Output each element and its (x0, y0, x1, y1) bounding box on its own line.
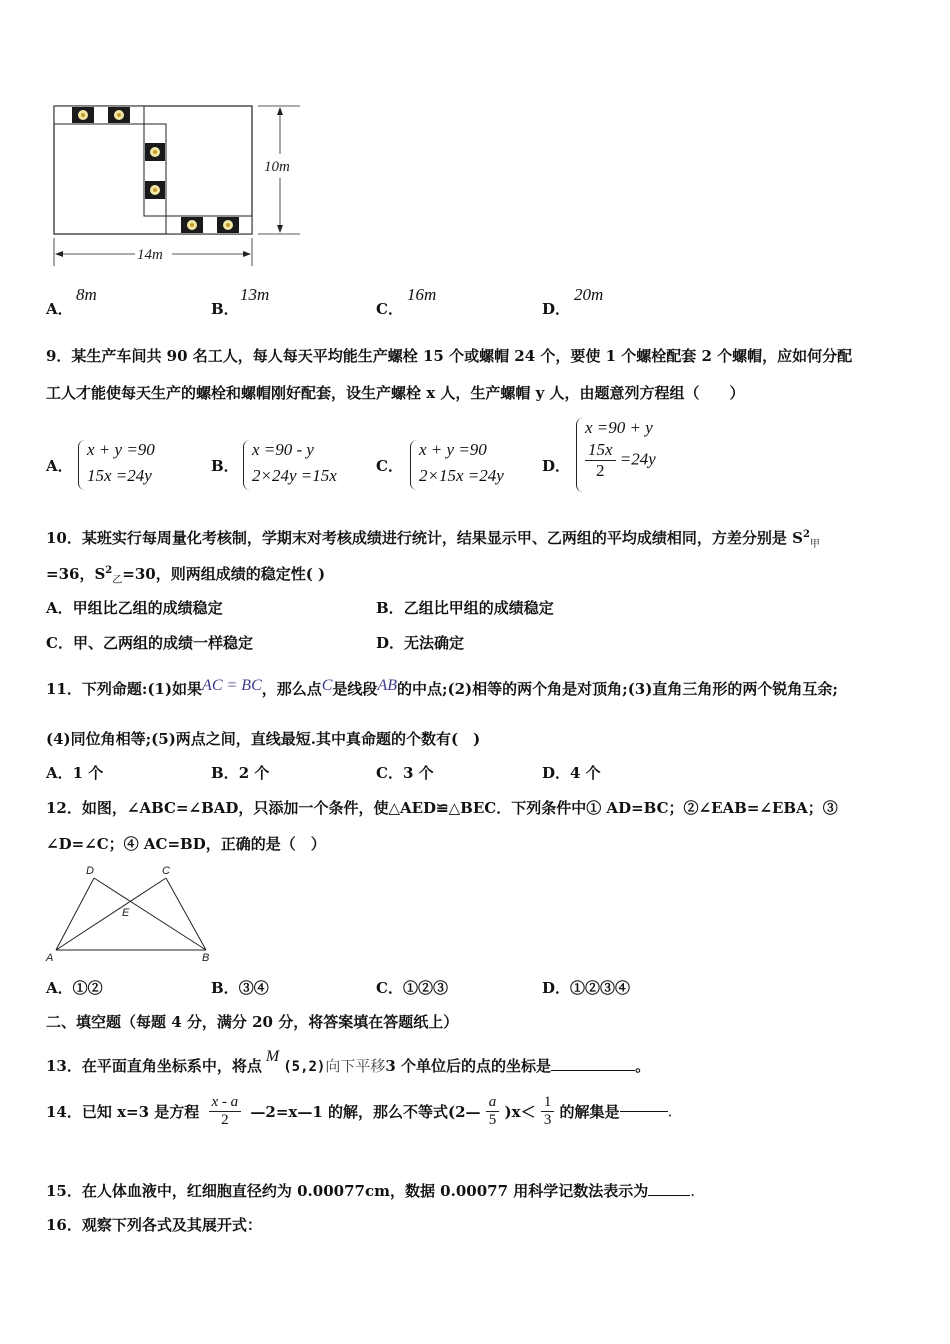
q10-option-a[interactable]: A．甲组比乙组的成绩稳定 (46, 599, 223, 617)
q9-option-c-system: x + y =90 2×15x =24y (410, 440, 530, 492)
q10-text-line1: 10．某班实行每周量化考核制，学期末对考核成绩进行统计，结果显示甲、乙两组的平均成绩相同，方差分别是 $S^2_甲$ (46, 529, 820, 550)
point-c-label: C (162, 865, 170, 877)
q9-option-d-system: x =90 + y $\frac{15x}{2}$ =24y (576, 418, 686, 494)
q9-option-a-system: x + y =90 15x =24y (78, 440, 188, 492)
q16-text: 16．观察下列各式及其展开式： (46, 1216, 262, 1234)
q10-text-line2: =36，$S^2_乙=30$，则两组成绩的稳定性( ) (46, 565, 326, 586)
q12-option-b[interactable]: B．③④ (211, 979, 269, 997)
q14-text: 14．已知 x=3 是方程 $\frac{x - a}{2}$ —2=x—1 的解，那么不等式(2— $\frac{a}{5}$ )x＜ $\frac{1}{3}$ 的解集是 . (46, 1094, 673, 1128)
point-b-label: B (202, 952, 210, 964)
q10-option-b[interactable]: B．乙组比甲组的成绩稳定 (376, 599, 554, 617)
flower-tile (145, 181, 165, 199)
q9-option-a-label[interactable]: A． (46, 457, 73, 475)
section-heading: 二、填空题（每题 4 分，满分 20 分，将答案填在答题纸上） (46, 1013, 459, 1031)
point-d-label: D (86, 865, 94, 877)
dim-width-label: 14m (137, 247, 163, 263)
flower-tile (181, 217, 203, 233)
garden-figure (40, 96, 310, 276)
q13-answer-blank[interactable] (551, 1070, 635, 1071)
q9-text-line2: 工人才能使每天生产的螺栓和螺帽刚好配套，设生产螺栓 x 人，生产螺帽 y 人，由题意列方程组（ ） (46, 384, 745, 402)
q9-option-b-label[interactable]: B． (211, 457, 239, 475)
point-a-label: A (46, 952, 54, 964)
q11-text-line2: (4)同位角相等;(5)两点之间，直线最短.其中真命题的个数有( ) (46, 730, 481, 748)
q12-option-d[interactable]: D．①②③④ (542, 979, 631, 997)
q12-option-a[interactable]: A．①② (46, 979, 103, 997)
q10-option-c[interactable]: C．甲、乙两组的成绩一样稳定 (46, 634, 253, 652)
q11-option-c[interactable]: C．3 个 (376, 764, 434, 782)
q8-option-a-label[interactable]: A． (46, 300, 73, 318)
q9-option-d-label[interactable]: D． (542, 457, 571, 475)
q9-option-c-label[interactable]: C． (376, 457, 403, 475)
q11-option-d[interactable]: D．4 个 (542, 764, 601, 782)
q13-text: 13．在平面直角坐标系中，将点M(5,2)向下平移3 个单位后的点的坐标是 。 (46, 1048, 651, 1075)
flower-tile (72, 107, 94, 123)
q9-text-line1: 9．某生产车间共 90 名工人，每人每天平均能生产螺栓 15 个或螺帽 24 个，要使 1 个螺栓配套 2 个螺帽，应如何分配 (46, 347, 853, 365)
q10-option-d[interactable]: D．无法确定 (376, 634, 465, 652)
q11-text-line1: 11．下列命题:(1)如果AC = BC，那么点C是线段AB的中点;(2)相等的两个角是对顶角;(3)直角三角形的两个锐角互余; (46, 677, 838, 698)
q15-text: 15．在人体血液中，红细胞直径约为 0.00077cm，数据 0.00077 用科学记数法表示为 . (46, 1182, 696, 1200)
dim-height-label: 10m (264, 159, 290, 175)
q12-text-line1: 12．如图，∠ABC=∠BAD，只添加一个条件，使△AED≌△BEC．下列条件中① AD=BC；②∠EAB=∠EBA；③ (46, 799, 838, 817)
q8-option-b-label[interactable]: B． (211, 300, 239, 318)
q14-answer-blank[interactable] (620, 1111, 668, 1112)
trapezoid-figure (40, 860, 230, 965)
q11-option-b[interactable]: B．2 个 (211, 764, 270, 782)
q8-option-a-value: 8m (76, 285, 97, 304)
q8-option-d-label[interactable]: D． (542, 300, 571, 318)
q12-option-c[interactable]: C．①②③ (376, 979, 448, 997)
q11-option-a[interactable]: A．1 个 (46, 764, 104, 782)
flower-tile (108, 107, 130, 123)
q8-option-c-value: 16m (407, 285, 437, 304)
q8-option-b-value: 13m (240, 285, 270, 304)
point-e-label: E (122, 907, 130, 919)
q15-answer-blank[interactable] (648, 1195, 690, 1196)
q12-text-line2: ∠D=∠C；④ AC=BD，正确的是（ ） (46, 835, 326, 853)
q8-option-c-label[interactable]: C． (376, 300, 403, 318)
q8-option-d-value: 20m (574, 285, 604, 304)
q9-option-b-system: x =90 - y 2×24y =15x (243, 440, 363, 492)
flower-tile (217, 217, 239, 233)
flower-tile (145, 143, 165, 161)
